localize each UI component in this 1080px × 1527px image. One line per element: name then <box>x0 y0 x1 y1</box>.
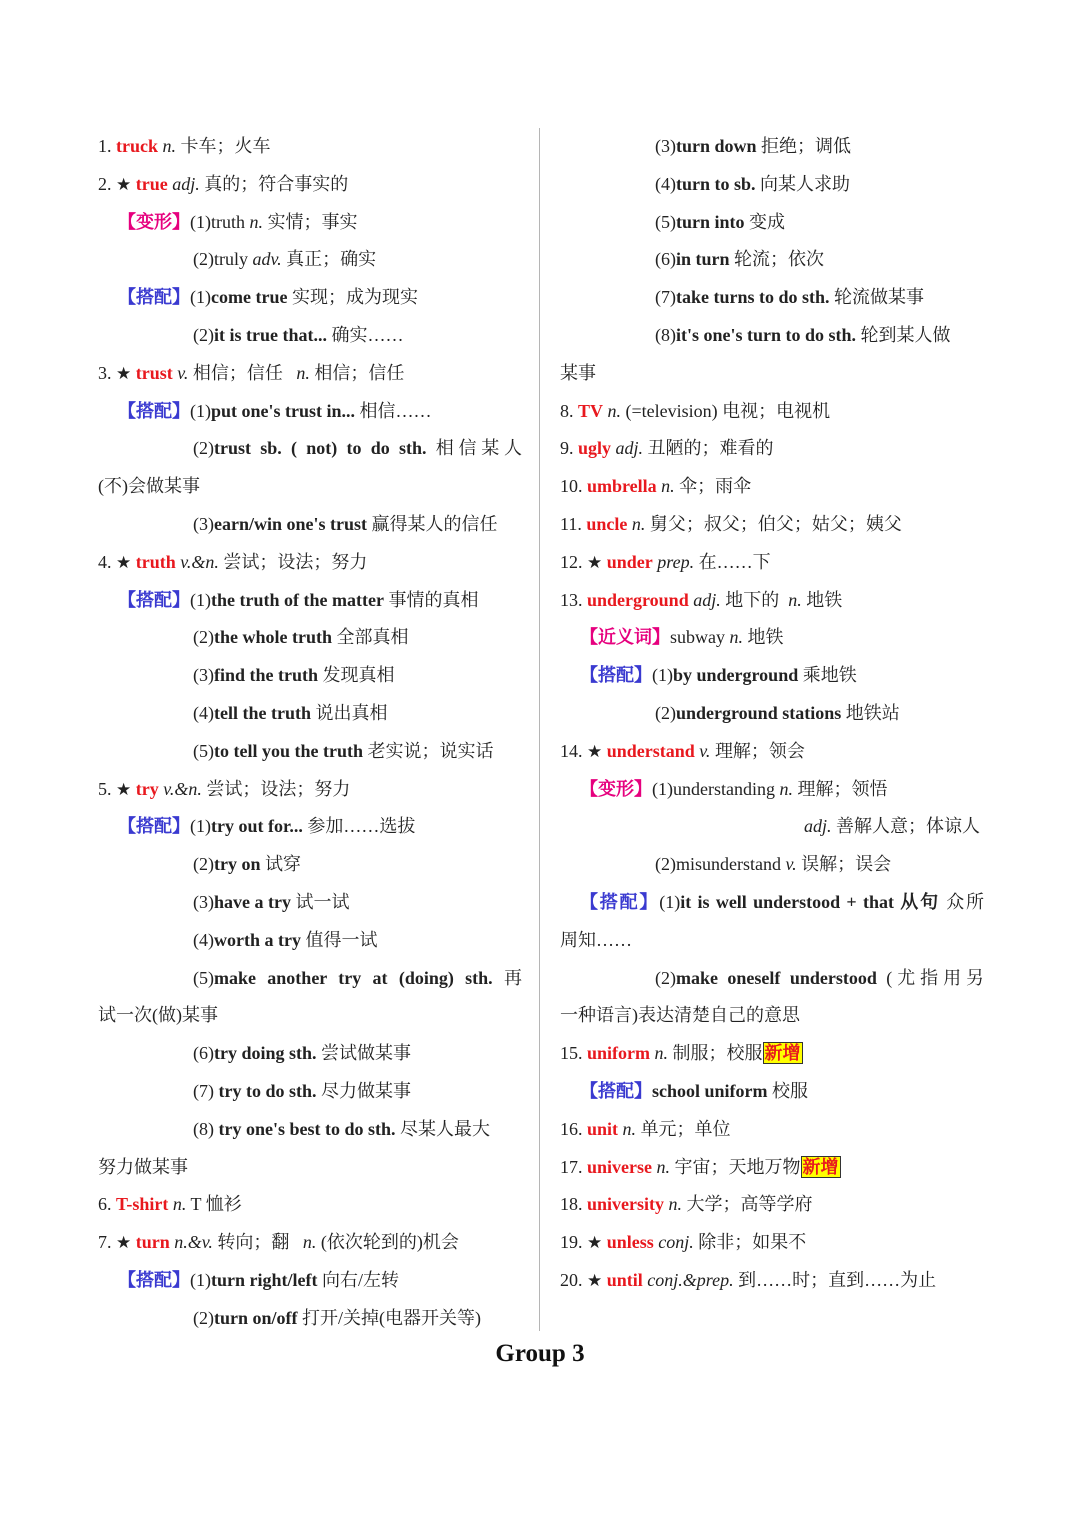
entry-number: 8. <box>560 400 578 421</box>
tag-collocation: 【搭配】 <box>118 1269 190 1290</box>
definition: 宇宙；天地万物 <box>674 1156 801 1177</box>
definition: 乘地铁 <box>802 665 857 686</box>
left-column <box>98 128 522 1338</box>
star-icon: ★ <box>587 741 603 762</box>
entry-number: 20. <box>560 1269 587 1290</box>
index: (5) <box>193 967 214 988</box>
collocation-line <box>98 846 522 884</box>
part-of-speech: n. <box>162 136 176 156</box>
definition: 众所 <box>946 891 985 912</box>
index: (1) <box>190 589 211 610</box>
index: (2) <box>193 438 214 459</box>
variant-line <box>560 846 984 884</box>
entry-number: 2. <box>98 173 116 194</box>
index: (3) <box>193 891 214 912</box>
star-icon: ★ <box>116 1233 132 1254</box>
definition: 某事 <box>560 362 596 383</box>
collocation-line <box>98 1111 522 1149</box>
definition: 相信某人 <box>435 438 522 459</box>
definition: 地铁站 <box>845 702 900 723</box>
synonym-line <box>560 619 984 657</box>
tag-collocation: 【搭配】 <box>580 1080 652 1101</box>
definition: 善解人意；体谅人 <box>836 816 980 837</box>
collocation-line <box>98 317 522 355</box>
definition: 轮流做某事 <box>834 287 925 308</box>
definition: 打开/关掉(电器开关等) <box>302 1307 482 1328</box>
entry-number: 16. <box>560 1118 587 1139</box>
headword: umbrella <box>587 476 657 497</box>
entry-tv <box>560 393 984 431</box>
collocation-line <box>98 619 522 657</box>
headword: T-shirt <box>116 1194 169 1215</box>
phrase: earn/win one's trust <box>214 513 367 534</box>
star-icon: ★ <box>116 552 132 573</box>
continuation-line <box>98 1149 522 1187</box>
index: (6) <box>193 1043 214 1064</box>
collocation-line <box>98 657 522 695</box>
tag-collocation: 【搭配】 <box>118 400 190 421</box>
definition: 相信；信任 <box>314 362 405 383</box>
phrase: try doing sth. <box>214 1043 317 1064</box>
index: (4) <box>655 173 676 194</box>
phrase: to tell you the truth <box>214 740 363 761</box>
collocation-line <box>560 204 984 242</box>
definition: 发现真相 <box>322 665 395 686</box>
page-title: Group 3 <box>495 1340 585 1367</box>
continuation-line <box>560 922 984 960</box>
phrase: turn right/left <box>211 1269 318 1290</box>
column-divider <box>539 128 540 1331</box>
definition: 试一试 <box>295 891 350 912</box>
entry-number: 6. <box>98 1194 116 1215</box>
variant-line <box>98 204 522 242</box>
phrase: turn to sb. <box>676 173 756 194</box>
tag-collocation: 【搭配】 <box>118 589 190 610</box>
tag-collocation: 【搭配】 <box>580 665 652 686</box>
definition: 实情；事实 <box>267 211 358 232</box>
variant-word: (1)truth <box>190 211 250 232</box>
phrase: find the truth <box>214 665 319 686</box>
part-of-speech: n. <box>654 1043 668 1064</box>
variant-word: (2)truly <box>193 249 253 270</box>
headword: uniform <box>587 1043 650 1064</box>
definition: 拒绝；调低 <box>761 136 852 156</box>
index: (4) <box>193 702 214 723</box>
entry-uncle <box>560 506 984 544</box>
collocation-line <box>560 884 984 922</box>
variant-line <box>560 808 984 846</box>
part-of-speech: v.&n. <box>163 778 202 799</box>
collocation-line <box>98 884 522 922</box>
index: (2) <box>193 854 214 875</box>
definition: T 恤衫 <box>190 1194 242 1215</box>
collocation-line <box>98 1035 522 1073</box>
collocation-line <box>560 279 984 317</box>
collocation-line <box>98 960 522 998</box>
entry-number: 13. <box>560 589 587 610</box>
entry-true <box>98 166 522 204</box>
part-of-speech: adj. <box>803 816 832 837</box>
phrase: try on <box>214 854 261 875</box>
variant-line <box>560 771 984 809</box>
definition: 单元；单位 <box>640 1118 731 1139</box>
star-icon: ★ <box>116 174 132 195</box>
headword: uncle <box>586 513 628 534</box>
collocation-line <box>98 279 522 317</box>
phrase: make another try at (doing) sth. <box>214 967 493 988</box>
star-icon: ★ <box>116 363 132 384</box>
definition: 试一次(做)某事 <box>98 1005 218 1026</box>
definition: 实现；成为现实 <box>291 287 418 308</box>
definition: 在……下 <box>698 551 771 572</box>
definition: 向某人求助 <box>760 173 851 194</box>
index: (6) <box>655 249 676 270</box>
definition: (依次轮到的)机会 <box>320 1232 459 1253</box>
phrase: underground stations <box>676 702 842 723</box>
phrase: by underground <box>673 665 799 686</box>
part-of-speech: n. <box>296 362 310 383</box>
entry-number: 5. <box>98 778 116 799</box>
part-of-speech: n. <box>779 778 793 799</box>
collocation-line <box>560 657 984 695</box>
part-of-speech: v. <box>699 740 711 761</box>
entry-number: 4. <box>98 551 116 572</box>
definition: 电视；电视机 <box>722 400 831 421</box>
part-of-speech: n. <box>668 1194 683 1215</box>
definition: 轮到某人做 <box>860 324 951 345</box>
collocation-line <box>560 317 984 355</box>
part-of-speech: n. <box>656 1156 670 1177</box>
phrase: it is true that... <box>214 324 327 345</box>
phrase: come true <box>211 287 288 308</box>
collocation-line <box>98 922 522 960</box>
phrase: have a try <box>214 891 291 912</box>
index: (3) <box>193 513 214 534</box>
definition: 相信；信任 <box>192 362 283 383</box>
definition: 大学；高等学府 <box>686 1194 813 1215</box>
definition: 赢得某人的信任 <box>371 513 498 534</box>
variant-word: (1)understanding <box>652 778 780 799</box>
index: (8) <box>193 1118 219 1139</box>
headword: TV <box>578 400 604 421</box>
headword: try <box>135 778 159 799</box>
headword: ugly <box>578 438 612 459</box>
definition: 尝试做某事 <box>321 1043 412 1064</box>
entry-number: 9. <box>560 438 578 459</box>
index: (2) <box>193 324 214 345</box>
entry-number: 7. <box>98 1232 116 1253</box>
entry-number: 18. <box>560 1194 587 1215</box>
star-icon: ★ <box>587 1233 603 1254</box>
part-of-speech: n.&v. <box>174 1232 213 1253</box>
phrase: trust sb. ( not) to do sth. <box>214 438 427 459</box>
collocation-line <box>560 128 984 166</box>
synonym-word: subway <box>670 627 730 648</box>
phrase: the truth of the matter <box>211 589 384 610</box>
variant-word: (2)misunderstand <box>655 854 786 875</box>
definition: 卡车；火车 <box>180 136 271 156</box>
definition: 努力做某事 <box>98 1156 188 1177</box>
right-column <box>560 128 984 1300</box>
definition: 真正；确实 <box>286 249 377 270</box>
part-of-speech: n. <box>788 589 802 610</box>
headword: under <box>606 551 653 572</box>
definition: 再 <box>504 967 522 988</box>
entry-uniform <box>560 1035 984 1073</box>
definition: 事情的真相 <box>388 589 479 610</box>
entry-try <box>98 771 522 809</box>
collocation-line <box>560 695 984 733</box>
entry-turn <box>98 1224 522 1262</box>
part-of-speech: n. <box>622 1118 637 1139</box>
definition: 地下的 <box>725 589 780 610</box>
part-of-speech: n. <box>661 476 675 497</box>
entry-number: 3. <box>98 362 116 383</box>
definition: (不)会做某事 <box>98 476 200 497</box>
collocation-line <box>98 1073 522 1111</box>
continuation-line <box>560 997 984 1035</box>
definition: 校服 <box>772 1080 809 1101</box>
phrase: tell the truth <box>214 702 311 723</box>
definition: 转向；翻 <box>217 1232 290 1253</box>
phrase: turn on/off <box>214 1307 298 1328</box>
entry-number: 11. <box>560 513 587 534</box>
definition: 尝试；设法；努力 <box>206 778 351 799</box>
entry-under <box>560 544 984 582</box>
definition: 误解；误会 <box>801 854 892 875</box>
star-icon: ★ <box>587 1270 603 1291</box>
definition: 理解；领会 <box>714 740 805 761</box>
collocation-line <box>560 166 984 204</box>
phrase: school uniform <box>652 1080 768 1101</box>
new-badge: 新增 <box>764 1043 801 1064</box>
collocation-line <box>98 1262 522 1300</box>
index: (1) <box>190 287 211 308</box>
entry-t-shirt <box>98 1186 522 1224</box>
entry-understand <box>560 733 984 771</box>
entry-number: 10. <box>560 476 587 497</box>
tag-variant: 【变形】 <box>580 778 652 799</box>
index: (1) <box>190 1269 211 1290</box>
tag-synonym: 【近义词】 <box>580 627 670 648</box>
collocation-line <box>560 241 984 279</box>
definition: 尽某人最大 <box>400 1118 491 1139</box>
index: (5) <box>655 211 676 232</box>
continuation-line <box>98 997 522 1035</box>
headword: underground <box>587 589 689 610</box>
index: (1) <box>652 665 673 686</box>
part-of-speech: adv. <box>252 249 282 270</box>
entry-underground <box>560 582 984 620</box>
index: (3) <box>655 136 676 156</box>
index: (7) <box>193 1080 219 1101</box>
definition: 轮流；依次 <box>734 249 825 270</box>
headword: true <box>135 173 168 194</box>
definition: 丑陋的；难看的 <box>647 438 774 459</box>
definition: 全部真相 <box>336 627 409 648</box>
tag-collocation: 【搭配】 <box>580 891 660 912</box>
headword: trust <box>135 362 173 383</box>
phrase: turn into <box>676 211 745 232</box>
collocation-line <box>98 695 522 733</box>
part-of-speech: adj. <box>615 438 644 459</box>
entry-number: 1. <box>98 136 116 156</box>
entry-trust <box>98 355 522 393</box>
phrase: it is well understood + that 从句 <box>680 891 940 912</box>
entry-unless <box>560 1224 984 1262</box>
phrase: in turn <box>676 249 730 270</box>
collocation-line <box>98 733 522 771</box>
index: (2) <box>655 967 676 988</box>
tag-variant: 【变形】 <box>118 211 190 232</box>
part-of-speech: v. <box>785 854 797 875</box>
continuation-line <box>560 355 984 393</box>
definition: 除非；如果不 <box>698 1232 807 1253</box>
phrase: turn down <box>676 136 757 156</box>
entry-truck <box>98 128 522 166</box>
index: (5) <box>193 740 214 761</box>
part-of-speech: n. <box>631 513 646 534</box>
definition: 老实说；说实话 <box>367 740 494 761</box>
definition: 确实…… <box>331 324 404 345</box>
phrase: put one's trust in... <box>211 400 356 421</box>
definition: 一种语言)表达清楚自己的意思 <box>560 1005 800 1026</box>
phrase: take turns to do sth. <box>676 287 830 308</box>
entry-universe <box>560 1149 984 1187</box>
definition: 周知…… <box>560 929 632 950</box>
collocation-line <box>98 506 522 544</box>
headword: university <box>587 1194 665 1215</box>
definition: 伞；雨伞 <box>679 476 752 497</box>
definition: 说出真相 <box>315 702 388 723</box>
collocation-line <box>98 808 522 846</box>
definition: 相信…… <box>359 400 432 421</box>
index: (2) <box>193 1307 214 1328</box>
definition: 地铁 <box>747 627 784 648</box>
index: (8) <box>655 324 676 345</box>
part-of-speech: n. <box>607 400 622 421</box>
index: (1) <box>659 891 681 912</box>
new-badge: 新增 <box>802 1156 839 1177</box>
collocation-line <box>560 960 984 998</box>
headword: understand <box>606 740 695 761</box>
index: (2) <box>193 627 214 648</box>
headword: truck <box>116 136 158 156</box>
definition: 舅父；叔父；伯父；姑父；姨父 <box>649 513 902 534</box>
collocation-line <box>98 1300 522 1338</box>
definition: 变成 <box>749 211 786 232</box>
collocation-line <box>98 582 522 620</box>
headword: until <box>606 1269 643 1290</box>
entry-truth <box>98 544 522 582</box>
part-of-speech: v.&n. <box>180 551 219 572</box>
definition: 真的；符合事实的 <box>204 173 349 194</box>
collocation-line <box>98 430 522 468</box>
headword: unless <box>606 1232 654 1253</box>
headword: unit <box>587 1118 619 1139</box>
collocation-line <box>98 393 522 431</box>
index: (4) <box>193 929 214 950</box>
definition: 尽力做某事 <box>321 1080 411 1101</box>
definition: 向右/左转 <box>321 1269 399 1290</box>
entry-number: 19. <box>560 1232 587 1253</box>
definition: (尤指用另 <box>886 967 984 988</box>
index: (1) <box>190 816 211 837</box>
headword: turn <box>135 1232 170 1253</box>
phrase: try out for... <box>211 816 303 837</box>
abbreviation-note: (=television) <box>625 400 718 421</box>
headword: universe <box>587 1156 652 1177</box>
part-of-speech: n. <box>302 1232 317 1253</box>
index: (2) <box>655 702 676 723</box>
part-of-speech: adj. <box>693 589 721 610</box>
variant-line <box>98 241 522 279</box>
definition: 参加……选拔 <box>307 816 416 837</box>
part-of-speech: prep. <box>657 551 695 572</box>
phrase: try to do sth. <box>218 1080 317 1101</box>
entry-number: 14. <box>560 740 587 761</box>
index: (1) <box>190 400 211 421</box>
part-of-speech: n. <box>729 627 743 648</box>
star-icon: ★ <box>116 779 132 800</box>
continuation-line <box>98 468 522 506</box>
definition: 到……时；直到……为止 <box>738 1269 937 1290</box>
entry-umbrella <box>560 468 984 506</box>
star-icon: ★ <box>587 552 603 573</box>
index: (3) <box>193 665 214 686</box>
tag-collocation: 【搭配】 <box>118 816 190 837</box>
entry-ugly <box>560 430 984 468</box>
entry-number: 12. <box>560 551 587 572</box>
entry-unit <box>560 1111 984 1149</box>
part-of-speech: adj. <box>172 173 200 194</box>
entry-university <box>560 1186 984 1224</box>
definition: 试穿 <box>265 854 301 875</box>
phrase: worth a try <box>214 929 301 950</box>
part-of-speech: n. <box>249 211 263 232</box>
phrase: the whole truth <box>214 627 332 648</box>
collocation-line <box>560 1073 984 1111</box>
part-of-speech: v. <box>177 362 189 383</box>
definition: 尝试；设法；努力 <box>223 551 368 572</box>
phrase: make oneself understood <box>676 967 877 988</box>
part-of-speech: conj.&prep. <box>647 1269 734 1290</box>
index: (7) <box>655 287 676 308</box>
definition: 地铁 <box>806 589 843 610</box>
definition: 理解；领悟 <box>797 778 888 799</box>
definition: 值得一试 <box>305 929 378 950</box>
headword: truth <box>135 551 176 572</box>
entry-number: 17. <box>560 1156 587 1177</box>
definition: 制服；校服 <box>672 1043 763 1064</box>
part-of-speech: conj. <box>658 1232 694 1253</box>
entry-until <box>560 1262 984 1300</box>
entry-number: 15. <box>560 1043 587 1064</box>
phrase: try one's best to do sth. <box>218 1118 396 1139</box>
phrase: it's one's turn to do sth. <box>676 324 857 345</box>
part-of-speech: n. <box>172 1194 187 1215</box>
tag-collocation: 【搭配】 <box>118 287 190 308</box>
